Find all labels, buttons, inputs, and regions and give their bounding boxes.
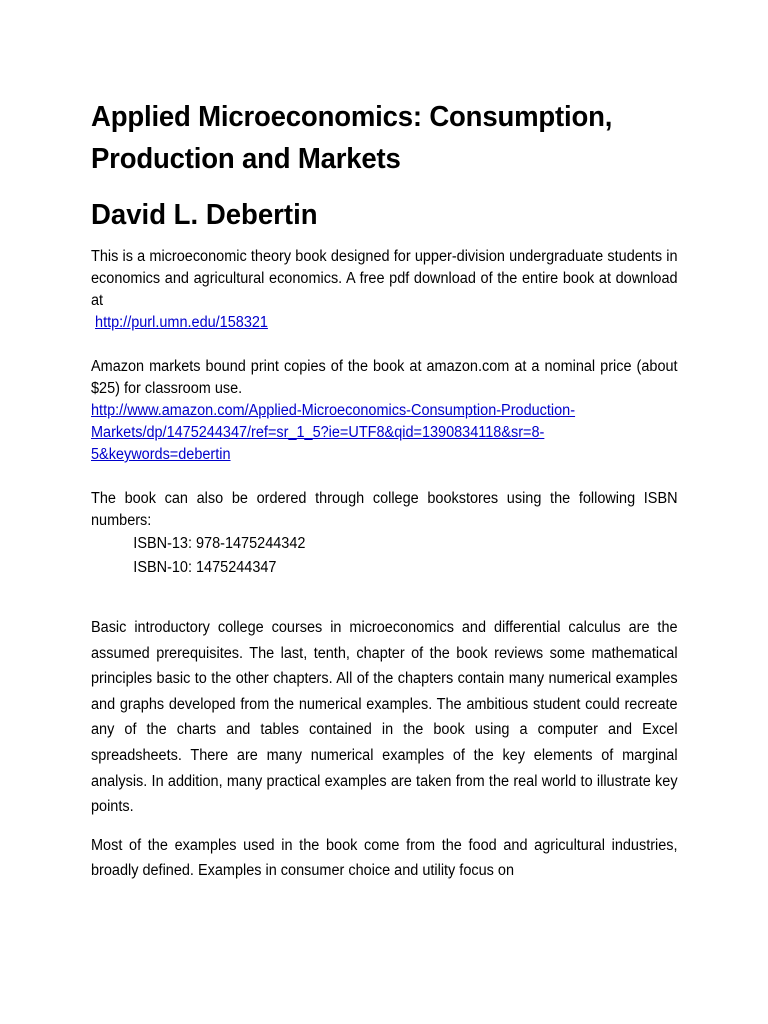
document-content [91,96,678,884]
author-name: David L. Debertin [91,199,318,231]
amazon-paragraph [91,356,678,466]
intro-text: This is a microeconomic theory book designed for upper-division undergraduate students in economics and agricultural economics. A free pdf download of the entire book at download at [91,248,678,309]
title-line-2: Production and Markets [91,143,401,175]
isbn-paragraph: The book can also be ordered through college bookstores using the following ISBN numbers: [91,490,678,529]
amazon-link-line-3[interactable]: 5&keywords=debertin [91,446,231,463]
isbn-13: ISBN-13: 978-1475244342 [133,535,306,552]
document-title [91,96,678,180]
amazon-text: Amazon markets bound print copies of the book at amazon.com at a nominal price (about $25) for classroom use. [91,358,678,397]
amazon-link-line-2[interactable]: Markets/dp/1475244347/ref=sr_1_5?ie=UTF8&qid=1390834118&sr=8- [91,424,545,441]
isbn-10: ISBN-10: 1475244347 [133,559,277,576]
intro-paragraph [91,246,678,334]
prerequisites-paragraph: Basic introductory college courses in microeconomics and differential calculus are the assumed prerequisites. The last, tenth, chapter of the book reviews some mathematical principles basic to the other chapters. All of the chapters contain many numerical examples and graphs developed from the numerical examples. The ambitious student could recreate any of the charts and tables contained in the book using a computer and Excel spreadsheets. There are many numerical examples of the key elements of marginal analysis. In addition, many practical examples are taken from the real world to illustrate key points. [91,619,678,816]
examples-paragraph: Most of the examples used in the book come from the food and agricultural industries, broadly defined. Examples in consumer choice and utility focus on [91,836,678,880]
amazon-link-line-1[interactable]: http://www.amazon.com/Applied-Microeconomics-Consumption-Production- [91,402,576,419]
purl-download-link[interactable]: http://purl.umn.edu/158321 [95,314,268,331]
title-line-1: Applied Microeconomics: Consumption, [91,101,613,133]
